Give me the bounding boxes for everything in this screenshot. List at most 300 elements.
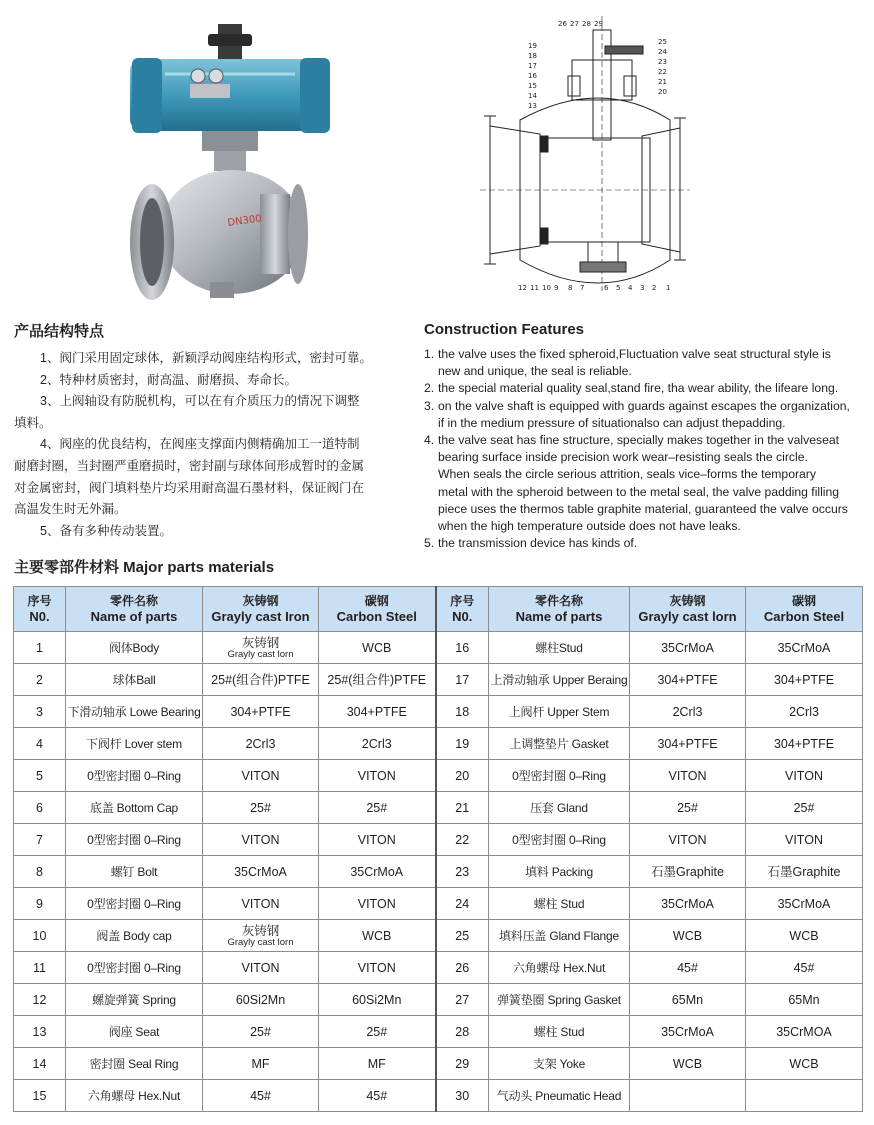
callout-12: 12	[518, 284, 527, 292]
callout-14: 14	[528, 92, 537, 100]
callout-1: 1	[666, 284, 671, 292]
cell-grey-cast-iron-text: VITON	[241, 832, 280, 847]
cell-grey-cast-iron	[630, 888, 746, 920]
header-name-en: Name of parts	[90, 609, 178, 624]
table-row	[14, 696, 863, 728]
cell-no	[436, 824, 489, 856]
cell-carbon-steel	[319, 856, 436, 888]
cell-carbon-steel-text: 60Si2Mn	[352, 992, 402, 1007]
cell-grey-cast-iron	[203, 696, 319, 728]
cell-part-name	[66, 760, 203, 792]
header-steel	[319, 587, 436, 632]
cell-part-name-text: 填料 Packing	[524, 864, 594, 879]
cell-no-text: 1	[36, 640, 43, 655]
cell-grey-cast-iron-text: 304+PTFE	[657, 736, 718, 751]
cell-part-name-text: 球体Ball	[112, 672, 156, 687]
callout-4: 4	[628, 284, 633, 292]
cell-grey-cast-iron-text: VITON	[241, 768, 280, 783]
cell-no	[436, 1048, 489, 1080]
cell-carbon-steel	[746, 792, 863, 824]
cn-feature-3: 3、上阀轴设有防脱机构，可以在有介质压力的情况下调整	[40, 394, 360, 409]
header-steel-en: Carbon Steel	[336, 609, 417, 624]
header-iron-cn: 灰铸钢	[242, 594, 279, 608]
cell-no-text: 20	[455, 768, 470, 783]
cell-carbon-steel	[319, 920, 436, 952]
cn-feature-5: 5、备有多种传动装置。	[40, 523, 172, 538]
cell-grey-cast-iron-text: 25#	[250, 1024, 271, 1039]
header-name-en: Name of parts	[515, 609, 603, 624]
cell-grey-cast-iron-subtext: Grayly cast lorn	[227, 648, 294, 660]
header-no-cn: 序号	[450, 594, 475, 608]
cell-grey-cast-iron-text: VITON	[668, 768, 707, 783]
cell-carbon-steel-text: WCB	[789, 1056, 819, 1071]
callout-5: 5	[616, 284, 621, 292]
header-name-cn: 零件名称	[534, 594, 583, 608]
cell-grey-cast-iron-text: 35CrMoA	[661, 640, 714, 655]
cell-carbon-steel-text: VITON	[785, 768, 823, 783]
cell-carbon-steel	[319, 632, 436, 664]
cell-grey-cast-iron	[203, 888, 319, 920]
cell-part-name	[489, 984, 630, 1016]
cell-carbon-steel-text: WCB	[362, 928, 392, 943]
cell-grey-cast-iron-text: VITON	[241, 896, 280, 911]
cell-grey-cast-iron-text: VITON	[668, 832, 707, 847]
cell-no-text: 22	[455, 832, 470, 847]
cell-no-text: 16	[455, 640, 470, 655]
callout-6: 6	[604, 284, 609, 292]
cell-grey-cast-iron-text: 304+PTFE	[230, 704, 291, 719]
table-row	[14, 952, 863, 984]
cell-no-text: 13	[32, 1024, 47, 1039]
cell-grey-cast-iron-text: 45#	[677, 960, 698, 975]
cell-part-name	[66, 1016, 203, 1048]
cell-grey-cast-iron	[630, 824, 746, 856]
callout-21: 21	[658, 78, 667, 86]
cell-part-name-text: 密封圈 Seal Ring	[89, 1056, 179, 1071]
cell-carbon-steel	[746, 984, 863, 1016]
cell-part-name-text: 螺旋弹簧 Spring	[92, 992, 176, 1007]
cell-no-text: 17	[455, 672, 470, 687]
en-feature-line: on the valve shaft is equipped with guards against escapes the organization,	[438, 398, 850, 413]
cell-carbon-steel	[319, 760, 436, 792]
cell-no-text: 19	[455, 736, 470, 751]
cell-grey-cast-iron	[630, 760, 746, 792]
cell-no	[14, 1080, 66, 1112]
cell-carbon-steel	[319, 664, 436, 696]
cell-part-name	[489, 760, 630, 792]
en-feature-number: 3.	[424, 398, 435, 413]
table-header-row	[14, 587, 863, 632]
callout-28: 28	[582, 20, 591, 28]
cell-part-name-text: 弹簧垫圈 Spring Gasket	[497, 992, 621, 1007]
table-row	[14, 728, 863, 760]
cell-carbon-steel-text: VITON	[357, 896, 396, 911]
cell-grey-cast-iron	[203, 856, 319, 888]
cell-no	[14, 1016, 66, 1048]
cell-grey-cast-iron-text: 2Crl3	[245, 736, 276, 751]
cell-grey-cast-iron-text: 25#(组合件)PTFE	[211, 672, 310, 687]
cell-no	[436, 888, 489, 920]
callout-25: 25	[658, 38, 667, 46]
cell-part-name-text: 螺柱 Stud	[533, 896, 585, 911]
cell-no-text: 10	[32, 928, 47, 943]
callout-3: 3	[640, 284, 645, 292]
header-steel-cn: 碳钢	[791, 594, 816, 608]
cell-grey-cast-iron	[630, 632, 746, 664]
cell-part-name-text: 气动头 Pneumatic Head	[496, 1088, 622, 1103]
table-row	[14, 1016, 863, 1048]
cell-no-text: 15	[32, 1088, 47, 1103]
callout-22: 22	[658, 68, 667, 76]
cell-part-name-text: 压套 Gland	[530, 800, 588, 815]
en-feature-line: the transmission device has kinds of.	[438, 536, 638, 551]
en-feature-line: if in the medium pressure of situationalso can adjust thepadding.	[438, 415, 786, 430]
cell-no-text: 24	[455, 896, 470, 911]
cell-carbon-steel-text: 35CrMoA	[350, 864, 404, 879]
cell-part-name	[489, 920, 630, 952]
cell-grey-cast-iron	[203, 1016, 319, 1048]
cell-no	[14, 1048, 66, 1080]
table-row	[14, 1048, 863, 1080]
cell-part-name	[489, 856, 630, 888]
cell-no	[436, 984, 489, 1016]
cell-part-name-text: 六角螺母 Hex.Nut	[87, 1088, 181, 1103]
cell-no-text: 12	[32, 992, 47, 1007]
cell-carbon-steel-text: 2Crl3	[361, 736, 392, 751]
cell-no	[14, 920, 66, 952]
cell-part-name	[66, 728, 203, 760]
cell-no-text: 9	[36, 896, 43, 911]
cell-grey-cast-iron	[203, 728, 319, 760]
header-iron	[203, 587, 319, 632]
cell-no	[436, 1016, 489, 1048]
cell-grey-cast-iron-text: 65Mn	[671, 992, 704, 1007]
cell-grey-cast-iron	[203, 1080, 319, 1112]
header-iron-cn: 灰铸钢	[669, 594, 706, 608]
cell-no-text: 3	[36, 704, 43, 719]
cell-part-name	[489, 1016, 630, 1048]
cell-carbon-steel-text: 2Crl3	[789, 704, 819, 719]
en-feature-3	[424, 398, 869, 432]
en-feature-number: 1.	[424, 347, 435, 361]
cell-part-name	[489, 888, 630, 920]
cell-no	[14, 792, 66, 824]
cell-part-name-text: 下阀杆 Lover stem	[86, 736, 182, 751]
cell-carbon-steel	[319, 952, 436, 984]
cell-carbon-steel-text: 304+PTFE	[773, 736, 835, 751]
callout-7: 7	[580, 284, 585, 292]
header-iron	[630, 587, 746, 632]
cn-feature-4-cont-2: 对金属密封，阀门填料垫片均采用耐高温石墨材料，保证阀门在	[14, 480, 365, 495]
cell-grey-cast-iron-text: 45#	[250, 1088, 271, 1103]
callout-27: 27	[570, 20, 579, 28]
table-row	[14, 632, 863, 664]
cell-no-text: 25	[455, 928, 470, 943]
cell-part-name	[66, 1048, 203, 1080]
cell-part-name	[489, 696, 630, 728]
cell-no	[14, 824, 66, 856]
en-feature-line: piece uses the thermos table graphite material, guaranteed the valve occurs	[438, 501, 848, 516]
en-feature-1	[424, 346, 869, 380]
cell-grey-cast-iron	[630, 664, 746, 696]
cell-carbon-steel-text: 45#	[793, 960, 815, 975]
cell-no-text: 4	[36, 736, 43, 751]
cell-grey-cast-iron	[203, 664, 319, 696]
cell-carbon-steel-text: MF	[367, 1056, 386, 1071]
en-feature-number: 5.	[424, 536, 435, 551]
cell-no	[436, 760, 489, 792]
cell-part-name	[489, 728, 630, 760]
cell-no	[14, 696, 66, 728]
cell-part-name-text: 0型密封圈 0–Ring	[87, 896, 181, 911]
callout-24: 24	[658, 48, 667, 56]
en-feature-line: the special material quality seal,stand fire, tha wear ability, the lifeare long.	[438, 381, 839, 396]
cell-part-name	[66, 792, 203, 824]
cell-grey-cast-iron-text: WCB	[672, 1056, 703, 1071]
cn-feature-4-cont-1: 耐磨封圈，当封圈严重磨损时，密封副与球体间形成暂时的金属	[14, 458, 365, 473]
cell-carbon-steel-text: WCB	[362, 640, 392, 655]
cn-feature-4: 4、阀座的优良结构，在阀座支撑面内侧精确加工一道特制	[40, 437, 360, 452]
cell-no-text: 2	[36, 672, 43, 687]
cell-carbon-steel	[319, 984, 436, 1016]
cn-section-title: 产品结构特点	[14, 323, 105, 340]
cell-no	[14, 984, 66, 1016]
cell-grey-cast-iron	[203, 792, 319, 824]
cell-carbon-steel	[746, 888, 863, 920]
cell-grey-cast-iron	[203, 952, 319, 984]
cell-grey-cast-iron-text: VITON	[241, 960, 280, 975]
callout-23: 23	[658, 58, 667, 66]
cell-carbon-steel	[319, 728, 436, 760]
cell-grey-cast-iron-text: 35CrMoA	[661, 1024, 714, 1039]
cell-carbon-steel	[746, 1016, 863, 1048]
cell-no	[436, 920, 489, 952]
valve-cross-section-drawing	[480, 16, 690, 296]
callout-9: 9	[554, 284, 559, 292]
cell-no	[14, 888, 66, 920]
cell-no	[14, 856, 66, 888]
en-feature-number: 4.	[424, 433, 435, 448]
cell-part-name	[489, 824, 630, 856]
cell-part-name-text: 螺柱 Stud	[533, 1024, 585, 1039]
cell-grey-cast-iron-text: MF	[251, 1056, 270, 1071]
cell-no-text: 11	[33, 960, 46, 975]
cell-grey-cast-iron-text: 60Si2Mn	[235, 992, 286, 1007]
cell-no-text: 14	[32, 1056, 47, 1071]
cell-no-text: 18	[455, 704, 470, 719]
cell-grey-cast-iron	[203, 1048, 319, 1080]
parts-materials-table	[13, 586, 863, 1112]
cell-part-name	[489, 952, 630, 984]
cell-no	[14, 664, 66, 696]
cell-grey-cast-iron-text: 2Crl3	[672, 704, 703, 719]
table-row	[14, 984, 863, 1016]
cell-grey-cast-iron-text: 304+PTFE	[657, 672, 718, 687]
en-feature-line: the valve seat has fine structure, specially makes together in the valveseat	[438, 433, 840, 448]
cell-carbon-steel-text: 25#(组合件)PTFE	[327, 672, 427, 687]
cn-feature-3-cont: 填料。	[14, 415, 52, 430]
cell-part-name	[66, 824, 203, 856]
cell-grey-cast-iron	[630, 792, 746, 824]
cell-grey-cast-iron	[630, 696, 746, 728]
cell-carbon-steel	[746, 1080, 863, 1112]
cell-carbon-steel	[746, 824, 863, 856]
cell-grey-cast-iron-text: 25#	[677, 800, 698, 815]
cell-carbon-steel	[746, 952, 863, 984]
cell-no	[14, 760, 66, 792]
cell-carbon-steel	[319, 696, 436, 728]
cell-part-name-text: 0型密封圈 0–Ring	[512, 768, 606, 783]
cell-no-text: 6	[36, 800, 43, 815]
cell-no	[436, 696, 489, 728]
cell-part-name	[66, 632, 203, 664]
header-name-cn: 零件名称	[109, 594, 158, 608]
cell-grey-cast-iron-text: 35CrMoA	[234, 864, 287, 879]
cell-part-name-text: 螺钉 Bolt	[110, 864, 158, 879]
cell-part-name-text: 0型密封圈 0–Ring	[87, 960, 181, 975]
header-name	[66, 587, 203, 632]
cell-no-text: 21	[455, 800, 470, 815]
cn-feature-4-cont-3: 高温发生时无外漏。	[14, 502, 127, 517]
parts-table-body	[14, 632, 863, 1112]
cell-carbon-steel	[746, 696, 863, 728]
header-no	[14, 587, 66, 632]
callout-2: 2	[652, 284, 657, 292]
cn-feature-list	[14, 348, 404, 542]
cell-no	[436, 664, 489, 696]
callout-26: 26	[558, 20, 567, 28]
table-row	[14, 920, 863, 952]
table-row	[14, 824, 863, 856]
en-feature-line: metal with the spheroid between to the metal seal, the valve padding filling	[438, 484, 840, 499]
cell-grey-cast-iron-text: 灰铸钢	[241, 923, 280, 938]
en-feature-line: When seals the circle serious attrition, seals vice–forms the temporary	[438, 467, 816, 482]
cell-grey-cast-iron	[203, 984, 319, 1016]
cell-grey-cast-iron	[630, 1080, 746, 1112]
en-section-title: Construction Features	[424, 321, 585, 338]
cell-no	[436, 632, 489, 664]
cell-grey-cast-iron-text: 35CrMoA	[661, 896, 714, 911]
cell-part-name	[66, 984, 203, 1016]
cell-no-text: 27	[455, 992, 470, 1007]
cell-grey-cast-iron	[630, 1048, 746, 1080]
table-row	[14, 792, 863, 824]
cell-grey-cast-iron-text: 石墨Graphite	[651, 864, 724, 879]
cell-no	[436, 792, 489, 824]
callout-29: 29	[594, 20, 603, 28]
cell-part-name-text: 上调整垫片 Gasket	[509, 736, 609, 751]
callout-18: 18	[528, 52, 537, 60]
cell-part-name-text: 上阀杆 Upper Stem	[508, 704, 610, 719]
table-row	[14, 760, 863, 792]
cell-part-name-text: 支架 Yoke	[532, 1056, 586, 1071]
callout-16: 16	[528, 72, 537, 80]
cell-part-name-text: 阀盖 Body cap	[96, 928, 172, 943]
cell-carbon-steel	[746, 760, 863, 792]
cell-grey-cast-iron	[203, 760, 319, 792]
cell-grey-cast-iron	[630, 1016, 746, 1048]
cell-no	[436, 1080, 489, 1112]
cell-carbon-steel-text: VITON	[357, 960, 396, 975]
cell-part-name	[66, 664, 203, 696]
header-no-cn: 序号	[27, 594, 52, 608]
cell-carbon-steel-text: 石墨Graphite	[767, 864, 841, 879]
cell-carbon-steel-text: 45#	[366, 1088, 388, 1103]
cell-carbon-steel-text: VITON	[357, 768, 396, 783]
cell-carbon-steel-text: VITON	[357, 832, 396, 847]
cell-grey-cast-iron	[630, 856, 746, 888]
cell-carbon-steel-text: 35CrMoA	[777, 896, 831, 911]
cell-carbon-steel	[746, 664, 863, 696]
cell-no	[14, 728, 66, 760]
cell-part-name-text: 底盖 Bottom Cap	[89, 800, 179, 815]
header-name	[489, 587, 630, 632]
cell-carbon-steel	[319, 1016, 436, 1048]
cell-carbon-steel-text: 25#	[366, 800, 388, 815]
cn-feature-1: 1、阀门采用固定球体，新颖浮动阀座结构形式，密封可靠。	[40, 351, 372, 365]
cell-part-name-text: 0型密封圈 0–Ring	[512, 832, 606, 847]
callout-10: 10	[542, 284, 551, 292]
cell-no	[436, 952, 489, 984]
cell-part-name	[489, 792, 630, 824]
cell-part-name	[66, 1080, 203, 1112]
cell-carbon-steel	[319, 1048, 436, 1080]
en-feature-5	[424, 535, 869, 552]
cell-part-name	[489, 1048, 630, 1080]
cell-no	[14, 632, 66, 664]
cell-carbon-steel	[746, 1048, 863, 1080]
cell-no-text: 28	[455, 1024, 470, 1039]
cell-carbon-steel	[746, 632, 863, 664]
header-no	[436, 587, 489, 632]
cell-part-name	[489, 632, 630, 664]
cell-part-name-text: 螺柱Stud	[535, 640, 583, 655]
cell-grey-cast-iron	[630, 920, 746, 952]
cell-grey-cast-iron-text: 25#	[250, 800, 271, 815]
cell-grey-cast-iron	[203, 824, 319, 856]
table-row	[14, 888, 863, 920]
callout-15: 15	[528, 82, 537, 90]
cell-no-text: 23	[455, 864, 470, 879]
cell-carbon-steel-text: 35CrMoA	[777, 640, 831, 655]
header-no-en: N0.	[29, 609, 50, 624]
cell-carbon-steel-text: VITON	[785, 832, 823, 847]
cell-part-name	[66, 888, 203, 920]
cell-part-name	[66, 856, 203, 888]
cell-grey-cast-iron	[203, 920, 319, 952]
callout-19: 19	[528, 42, 537, 50]
cell-part-name-text: 填料压盖 Gland Flange	[499, 928, 619, 943]
callout-17: 17	[528, 62, 537, 70]
header-steel	[746, 587, 863, 632]
en-feature-line: bearing surface inside precision work wear–resisting seals the circle.	[438, 450, 808, 465]
callout-8: 8	[568, 284, 573, 292]
cell-grey-cast-iron	[630, 984, 746, 1016]
cell-no-text: 29	[455, 1056, 470, 1071]
cell-grey-cast-iron	[630, 728, 746, 760]
en-feature-line: the valve uses the fixed spheroid,Fluctuation valve seat structural style is	[438, 347, 831, 361]
callout-13: 13	[528, 102, 537, 110]
callout-11: 11	[530, 284, 539, 292]
callout-20: 20	[658, 88, 667, 96]
parts-table-title: 主要零部件材料 Major parts materials	[14, 559, 275, 576]
header-no-en: N0.	[452, 609, 473, 624]
en-feature-list	[424, 346, 869, 552]
cell-carbon-steel	[319, 1080, 436, 1112]
cell-part-name-text: 0型密封圈 0–Ring	[87, 768, 181, 783]
cell-no-text: 26	[455, 960, 470, 975]
cell-carbon-steel-text: 65Mn	[788, 992, 820, 1007]
